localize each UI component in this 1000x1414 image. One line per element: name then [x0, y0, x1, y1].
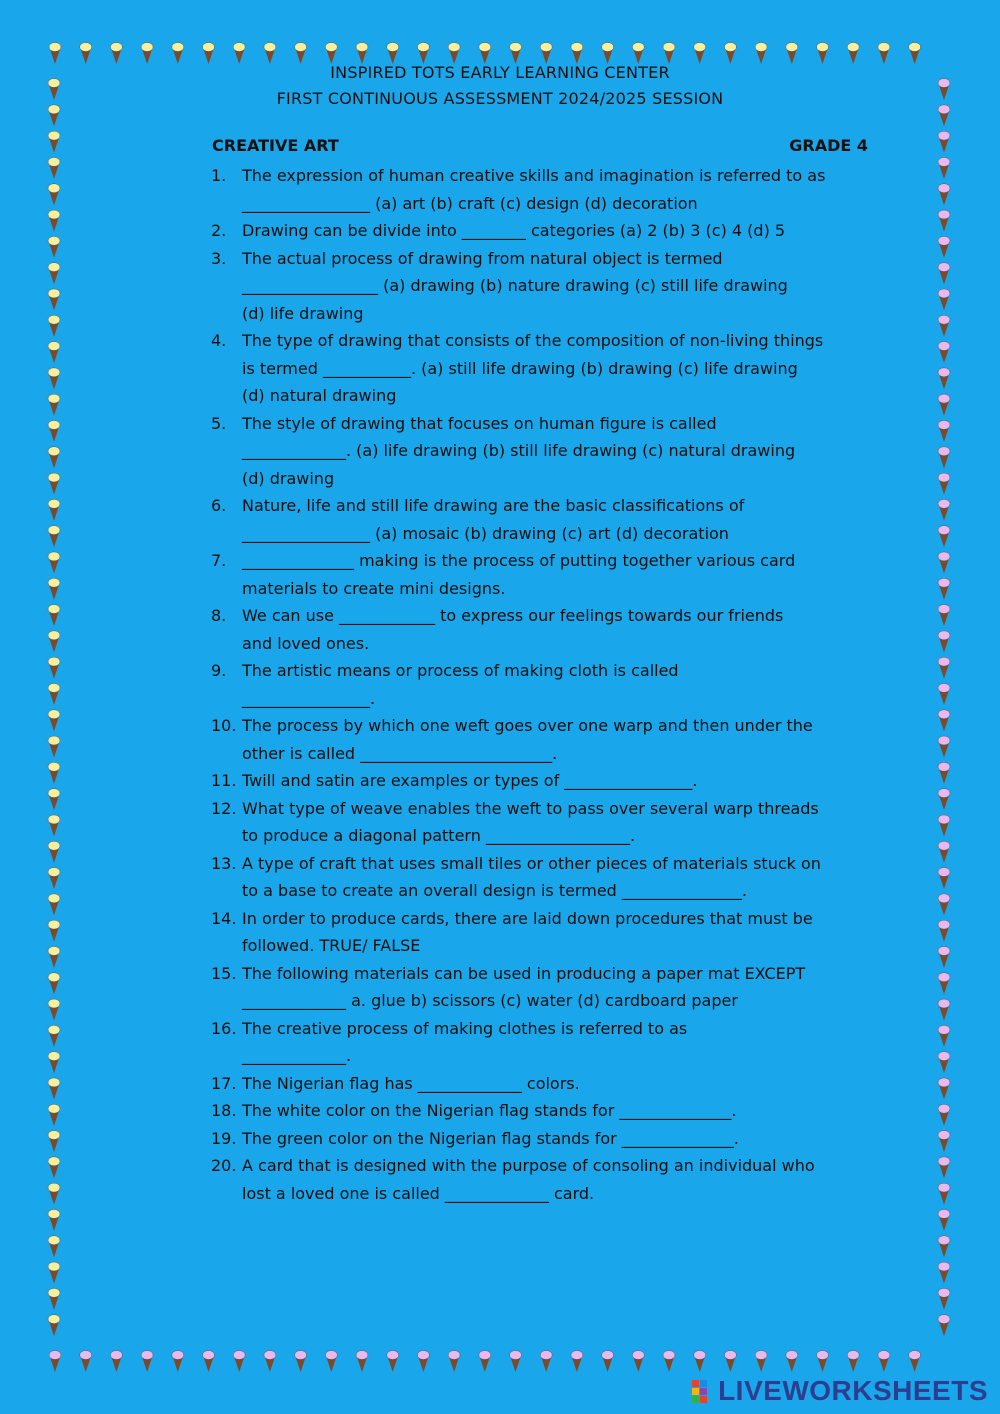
ice-cream-cone-icon	[48, 1025, 60, 1047]
ice-cream-cone-icon	[938, 342, 950, 364]
ice-cream-cone-icon	[48, 289, 60, 311]
ice-cream-cone-icon	[938, 1262, 950, 1284]
question-line: The green color on the Nigerian flag stands for ______________.	[242, 1128, 739, 1148]
ice-cream-cone-icon	[724, 1351, 736, 1373]
question-number: 2.	[211, 221, 227, 240]
question-line: The type of drawing that consists of the composition of non-living things	[242, 331, 824, 350]
ice-cream-cone-icon	[264, 1351, 276, 1373]
question-line: The Nigerian flag has _____________ colors.	[242, 1073, 580, 1093]
question-text	[242, 327, 887, 410]
ice-cream-cone-icon	[48, 473, 60, 495]
ice-cream-cone-icon	[233, 43, 245, 65]
liveworksheets-logo-icon	[691, 1377, 715, 1405]
ice-cream-cone-icon	[938, 289, 950, 311]
ice-cream-cone-icon	[295, 1351, 307, 1373]
question-number: 12.	[211, 798, 237, 818]
ice-cream-cone-icon	[80, 43, 92, 65]
assessment-title: FIRST CONTINUOUS ASSESSMENT 2024/2025 SESSION	[276, 89, 724, 108]
ice-cream-cone-icon	[48, 105, 60, 127]
question-number: 9.	[211, 661, 227, 680]
question-line: (d) natural drawing	[242, 386, 397, 405]
question-text	[242, 162, 887, 217]
ice-cream-cone-icon	[110, 1351, 122, 1373]
ice-cream-cone-icon	[938, 1288, 950, 1310]
question-item	[211, 1097, 887, 1125]
question-item	[211, 1152, 887, 1207]
ice-cream-cone-icon	[938, 815, 950, 837]
ice-cream-cone-icon	[847, 1351, 859, 1373]
ice-cream-cone-icon	[663, 43, 675, 65]
question-text	[242, 712, 887, 767]
question-number: 7.	[211, 551, 227, 570]
question-number: 17.	[211, 1073, 237, 1093]
ice-cream-cone-icon	[48, 736, 60, 758]
ice-cream-cone-icon	[938, 710, 950, 732]
question-item	[211, 492, 887, 547]
ice-cream-cone-icon	[663, 1351, 675, 1373]
ice-cream-cone-icon	[48, 342, 60, 364]
question-text	[242, 657, 887, 712]
ice-cream-cone-icon	[938, 894, 950, 916]
ice-cream-cone-icon	[48, 1078, 60, 1100]
ice-cream-cone-icon	[938, 105, 950, 127]
question-line: The white color on the Nigerian flag stands for ______________.	[242, 1101, 737, 1120]
question-line: What type of weave enables the weft to pass over several warp threads	[242, 798, 819, 818]
ice-cream-cone-icon	[938, 447, 950, 469]
ice-cream-cone-icon	[48, 368, 60, 390]
question-line: Twill and satin are examples or types of ________________.	[242, 771, 698, 790]
ice-cream-cone-icon	[571, 43, 583, 65]
ice-cream-cone-icon	[48, 1236, 60, 1258]
question-number: 16.	[211, 1018, 237, 1038]
ice-cream-cone-icon	[48, 762, 60, 784]
ice-cream-cone-icon	[938, 526, 950, 548]
ice-cream-cone-icon	[602, 1351, 614, 1373]
question-item	[211, 850, 887, 905]
ice-cream-cone-icon	[938, 157, 950, 179]
ice-cream-cone-icon	[417, 1351, 429, 1373]
ice-cream-cone-icon	[786, 1351, 798, 1373]
question-item	[211, 712, 887, 767]
question-number: 8.	[211, 606, 227, 625]
ice-cream-cone-icon	[938, 1052, 950, 1074]
question-number: 6.	[211, 496, 227, 515]
question-line: A card that is designed with the purpose of consoling an individual who	[242, 1156, 815, 1175]
question-line: The creative process of making clothes is referred to as	[242, 1018, 688, 1038]
ice-cream-cone-icon	[48, 920, 60, 942]
ice-cream-cone-icon	[110, 43, 122, 65]
ice-cream-cone-icon	[938, 973, 950, 995]
ice-cream-cone-icon	[938, 1078, 950, 1100]
ice-cream-cone-icon	[325, 1351, 337, 1373]
ice-cream-cone-icon	[48, 605, 60, 627]
question-item	[211, 162, 887, 217]
ice-cream-cone-icon	[48, 710, 60, 732]
ice-cream-cone-icon	[938, 473, 950, 495]
ice-cream-cone-icon	[48, 578, 60, 600]
question-text	[242, 1070, 887, 1098]
question-list	[211, 162, 887, 1207]
ice-cream-cone-icon	[48, 157, 60, 179]
ice-cream-cone-icon	[48, 184, 60, 206]
ice-cream-cone-icon	[48, 420, 60, 442]
ice-cream-cone-icon	[448, 43, 460, 65]
question-line: other is called ________________________.	[242, 743, 558, 763]
ice-cream-cone-icon	[48, 1315, 60, 1337]
ice-cream-cone-icon	[938, 184, 950, 206]
question-number: 1.	[211, 166, 227, 185]
question-number: 3.	[211, 248, 227, 268]
question-number: 5.	[211, 413, 227, 433]
ice-cream-cone-icon	[356, 43, 368, 65]
question-number: 10.	[211, 716, 237, 735]
ice-cream-cone-icon	[48, 210, 60, 232]
question-number: 20.	[211, 1156, 237, 1175]
ice-cream-cone-icon	[48, 315, 60, 337]
ice-cream-cone-icon	[938, 657, 950, 679]
question-item	[211, 657, 887, 712]
ice-cream-cone-icon	[48, 394, 60, 416]
ice-cream-cone-icon	[48, 973, 60, 995]
question-item	[211, 905, 887, 960]
ice-cream-cone-icon	[938, 841, 950, 863]
question-line: ________________ (a) art (b) craft (c) design (d) decoration	[242, 193, 698, 213]
ice-cream-cone-icon	[938, 789, 950, 811]
ice-cream-cone-icon	[632, 43, 644, 65]
ice-cream-cone-icon	[938, 999, 950, 1021]
question-text	[242, 1152, 887, 1207]
ice-cream-cone-icon	[938, 368, 950, 390]
ice-cream-cone-icon	[938, 131, 950, 153]
question-line: _________________ (a) drawing (b) nature drawing (c) still life drawing	[242, 276, 788, 295]
question-text	[242, 217, 887, 245]
question-text	[242, 850, 887, 905]
ice-cream-cone-icon	[80, 1351, 92, 1373]
question-text	[242, 410, 887, 493]
question-line: is termed ___________. (a) still life drawing (b) drawing (c) life drawing	[242, 358, 798, 378]
question-line: and loved ones.	[242, 633, 370, 653]
question-item	[211, 1125, 887, 1153]
question-number: 4.	[211, 331, 227, 350]
ice-cream-cone-icon	[417, 43, 429, 65]
question-line: The process by which one weft goes over one warp and then under the	[242, 716, 813, 735]
ice-cream-cone-icon	[938, 263, 950, 285]
ice-cream-cone-icon	[938, 552, 950, 574]
ice-cream-cone-icon	[510, 1351, 522, 1373]
school-name: INSPIRED TOTS EARLY LEARNING CENTER	[330, 63, 670, 82]
question-item	[211, 217, 887, 245]
subject-label: CREATIVE ART	[212, 136, 339, 155]
ice-cream-cone-icon	[479, 1351, 491, 1373]
question-number: 19.	[211, 1128, 237, 1148]
question-text	[242, 547, 887, 602]
question-text	[242, 905, 887, 960]
ice-cream-cone-icon	[48, 1104, 60, 1126]
question-line: _____________.	[242, 1046, 352, 1065]
question-line: lost a loved one is called _____________ card.	[242, 1183, 595, 1203]
ice-cream-cone-icon	[909, 43, 921, 65]
ice-cream-cone-icon	[938, 868, 950, 890]
ice-cream-cone-icon	[387, 43, 399, 65]
question-line: Nature, life and still life drawing are the basic classifications of	[242, 496, 745, 515]
ice-cream-cone-icon	[755, 1351, 767, 1373]
ice-cream-cone-icon	[48, 1209, 60, 1231]
grade-label: GRADE 4	[789, 136, 868, 155]
ice-cream-cone-icon	[48, 499, 60, 521]
ice-cream-cone-icon	[938, 605, 950, 627]
question-line: The style of drawing that focuses on human figure is called	[242, 413, 717, 433]
ice-cream-cone-icon	[938, 578, 950, 600]
ice-cream-cone-icon	[141, 43, 153, 65]
ice-cream-cone-icon	[540, 1351, 552, 1373]
ice-cream-cone-icon	[325, 43, 337, 65]
question-text	[242, 1097, 887, 1125]
ice-cream-cone-icon	[48, 841, 60, 863]
ice-cream-cone-icon	[938, 736, 950, 758]
ice-cream-cone-icon	[48, 657, 60, 679]
question-line: In order to produce cards, there are laid down procedures that must be	[242, 908, 813, 928]
ice-cream-cone-icon	[48, 894, 60, 916]
question-line: followed. TRUE/ FALSE	[242, 936, 421, 955]
ice-cream-cone-icon	[48, 683, 60, 705]
question-item	[211, 245, 887, 328]
question-item	[211, 1015, 887, 1070]
question-item	[211, 410, 887, 493]
question-text	[242, 492, 887, 547]
subject-row	[212, 136, 868, 155]
question-line: ________________ (a) mosaic (b) drawing (c) art (d) decoration	[242, 523, 729, 543]
ice-cream-cone-icon	[938, 1236, 950, 1258]
question-line: _____________ a. glue b) scissors (c) water (d) cardboard paper	[242, 991, 738, 1010]
ice-cream-cone-icon	[48, 1288, 60, 1310]
ice-cream-cone-icon	[938, 210, 950, 232]
ice-cream-cone-icon	[48, 815, 60, 837]
question-number: 13.	[211, 853, 237, 873]
ice-cream-cone-icon	[48, 131, 60, 153]
question-line: (d) drawing	[242, 468, 335, 488]
ice-cream-cone-icon	[938, 420, 950, 442]
question-number: 11.	[211, 771, 237, 790]
ice-cream-cone-icon	[938, 315, 950, 337]
ice-cream-cone-icon	[938, 920, 950, 942]
ice-cream-cone-icon	[48, 631, 60, 653]
ice-cream-cone-icon	[938, 1025, 950, 1047]
ice-cream-cone-icon	[48, 1262, 60, 1284]
ice-cream-cone-icon	[448, 1351, 460, 1373]
ice-cream-cone-icon	[724, 43, 736, 65]
question-line: We can use ____________ to express our feelings towards our friends	[242, 606, 784, 625]
question-text	[242, 767, 887, 795]
ice-cream-cone-icon	[387, 1351, 399, 1373]
ice-cream-cone-icon	[847, 43, 859, 65]
ice-cream-cone-icon	[295, 43, 307, 65]
question-line: ________________.	[242, 688, 376, 708]
ice-cream-cone-icon	[48, 552, 60, 574]
ice-cream-cone-icon	[203, 1351, 215, 1373]
ice-cream-cone-icon	[938, 1183, 950, 1205]
question-line: The actual process of drawing from natural object is termed	[242, 248, 723, 268]
question-line: The following materials can be used in producing a paper mat EXCEPT	[242, 963, 806, 983]
ice-cream-cone-icon	[48, 1157, 60, 1179]
question-text	[242, 1015, 887, 1070]
ice-cream-cone-icon	[694, 43, 706, 65]
ice-cream-cone-icon	[264, 43, 276, 65]
question-number: 18.	[211, 1101, 237, 1120]
question-item	[211, 602, 887, 657]
ice-cream-cone-icon	[172, 43, 184, 65]
question-line: materials to create mini designs.	[242, 578, 506, 598]
question-line: to a base to create an overall design is termed _______________.	[242, 881, 747, 900]
ice-cream-cone-icon	[755, 43, 767, 65]
ice-cream-cone-icon	[938, 499, 950, 521]
question-line: A type of craft that uses small tiles or other pieces of materials stuck on	[242, 853, 821, 873]
ice-cream-cone-icon	[48, 946, 60, 968]
ice-cream-cone-icon	[786, 43, 798, 65]
ice-cream-cone-icon	[48, 999, 60, 1021]
ice-cream-cone-icon	[48, 1183, 60, 1205]
ice-cream-cone-icon	[938, 1157, 950, 1179]
ice-cream-cone-icon	[938, 394, 950, 416]
ice-cream-cone-icon	[48, 447, 60, 469]
ice-cream-cone-icon	[878, 1351, 890, 1373]
ice-cream-cone-icon	[49, 43, 61, 65]
ice-cream-cone-icon	[938, 1315, 950, 1337]
ice-cream-cone-icon	[49, 1351, 61, 1373]
ice-cream-cone-icon	[938, 236, 950, 257]
question-line: Drawing can be divide into ________ categories (a) 2 (b) 3 (c) 4 (d) 5	[242, 221, 786, 240]
ice-cream-cone-icon	[479, 43, 491, 65]
ice-cream-cone-icon	[48, 868, 60, 890]
question-item	[211, 795, 887, 850]
question-text	[242, 1125, 887, 1153]
ice-cream-cone-icon	[938, 1131, 950, 1153]
question-line: (d) life drawing	[242, 303, 364, 323]
ice-cream-cone-icon	[938, 683, 950, 705]
question-text	[242, 245, 887, 328]
question-item	[211, 327, 887, 410]
question-text	[242, 960, 887, 1015]
ice-cream-cone-icon	[817, 43, 829, 65]
question-item	[211, 547, 887, 602]
ice-cream-cone-icon	[48, 789, 60, 811]
ice-cream-cone-icon	[632, 1351, 644, 1373]
question-text	[242, 795, 887, 850]
ice-cream-cone-icon	[356, 1351, 368, 1373]
question-item	[211, 960, 887, 1015]
question-number: 14.	[211, 908, 237, 928]
ice-cream-cone-icon	[48, 1052, 60, 1074]
ice-cream-cone-icon	[909, 1351, 921, 1373]
question-line: to produce a diagonal pattern __________________.	[242, 826, 636, 845]
ice-cream-cone-icon	[141, 1351, 153, 1373]
ice-cream-cone-icon	[48, 263, 60, 285]
question-line: The expression of human creative skills and imagination is referred to as	[242, 166, 826, 185]
ice-cream-cone-icon	[571, 1351, 583, 1373]
liveworksheets-logo	[691, 1374, 988, 1408]
question-line: The artistic means or process of making cloth is called	[242, 661, 679, 680]
liveworksheets-logo-text: LIVEWORKSHEETS	[718, 1375, 988, 1406]
ice-cream-cone-icon	[938, 1209, 950, 1231]
ice-cream-cone-icon	[48, 1131, 60, 1153]
question-number: 15.	[211, 963, 237, 983]
ice-cream-cone-icon	[233, 1351, 245, 1373]
ice-cream-cone-icon	[48, 236, 60, 257]
ice-cream-cone-icon	[48, 526, 60, 548]
ice-cream-cone-icon	[540, 43, 552, 65]
question-item	[211, 767, 887, 795]
ice-cream-cone-icon	[938, 946, 950, 968]
ice-cream-cone-icon	[938, 631, 950, 653]
question-item	[211, 1070, 887, 1098]
ice-cream-cone-icon	[172, 1351, 184, 1373]
ice-cream-cone-icon	[938, 1104, 950, 1126]
question-line: _____________. (a) life drawing (b) still life drawing (c) natural drawing	[242, 441, 796, 460]
question-line: ______________ making is the process of putting together various card	[242, 551, 796, 570]
ice-cream-cone-icon	[203, 43, 215, 65]
ice-cream-cone-icon	[510, 43, 522, 65]
ice-cream-cone-icon	[938, 762, 950, 784]
ice-cream-cone-icon	[602, 43, 614, 65]
ice-cream-cone-icon	[694, 1351, 706, 1373]
ice-cream-cone-icon	[878, 43, 890, 65]
ice-cream-cone-icon	[817, 1351, 829, 1373]
question-text	[242, 602, 887, 657]
